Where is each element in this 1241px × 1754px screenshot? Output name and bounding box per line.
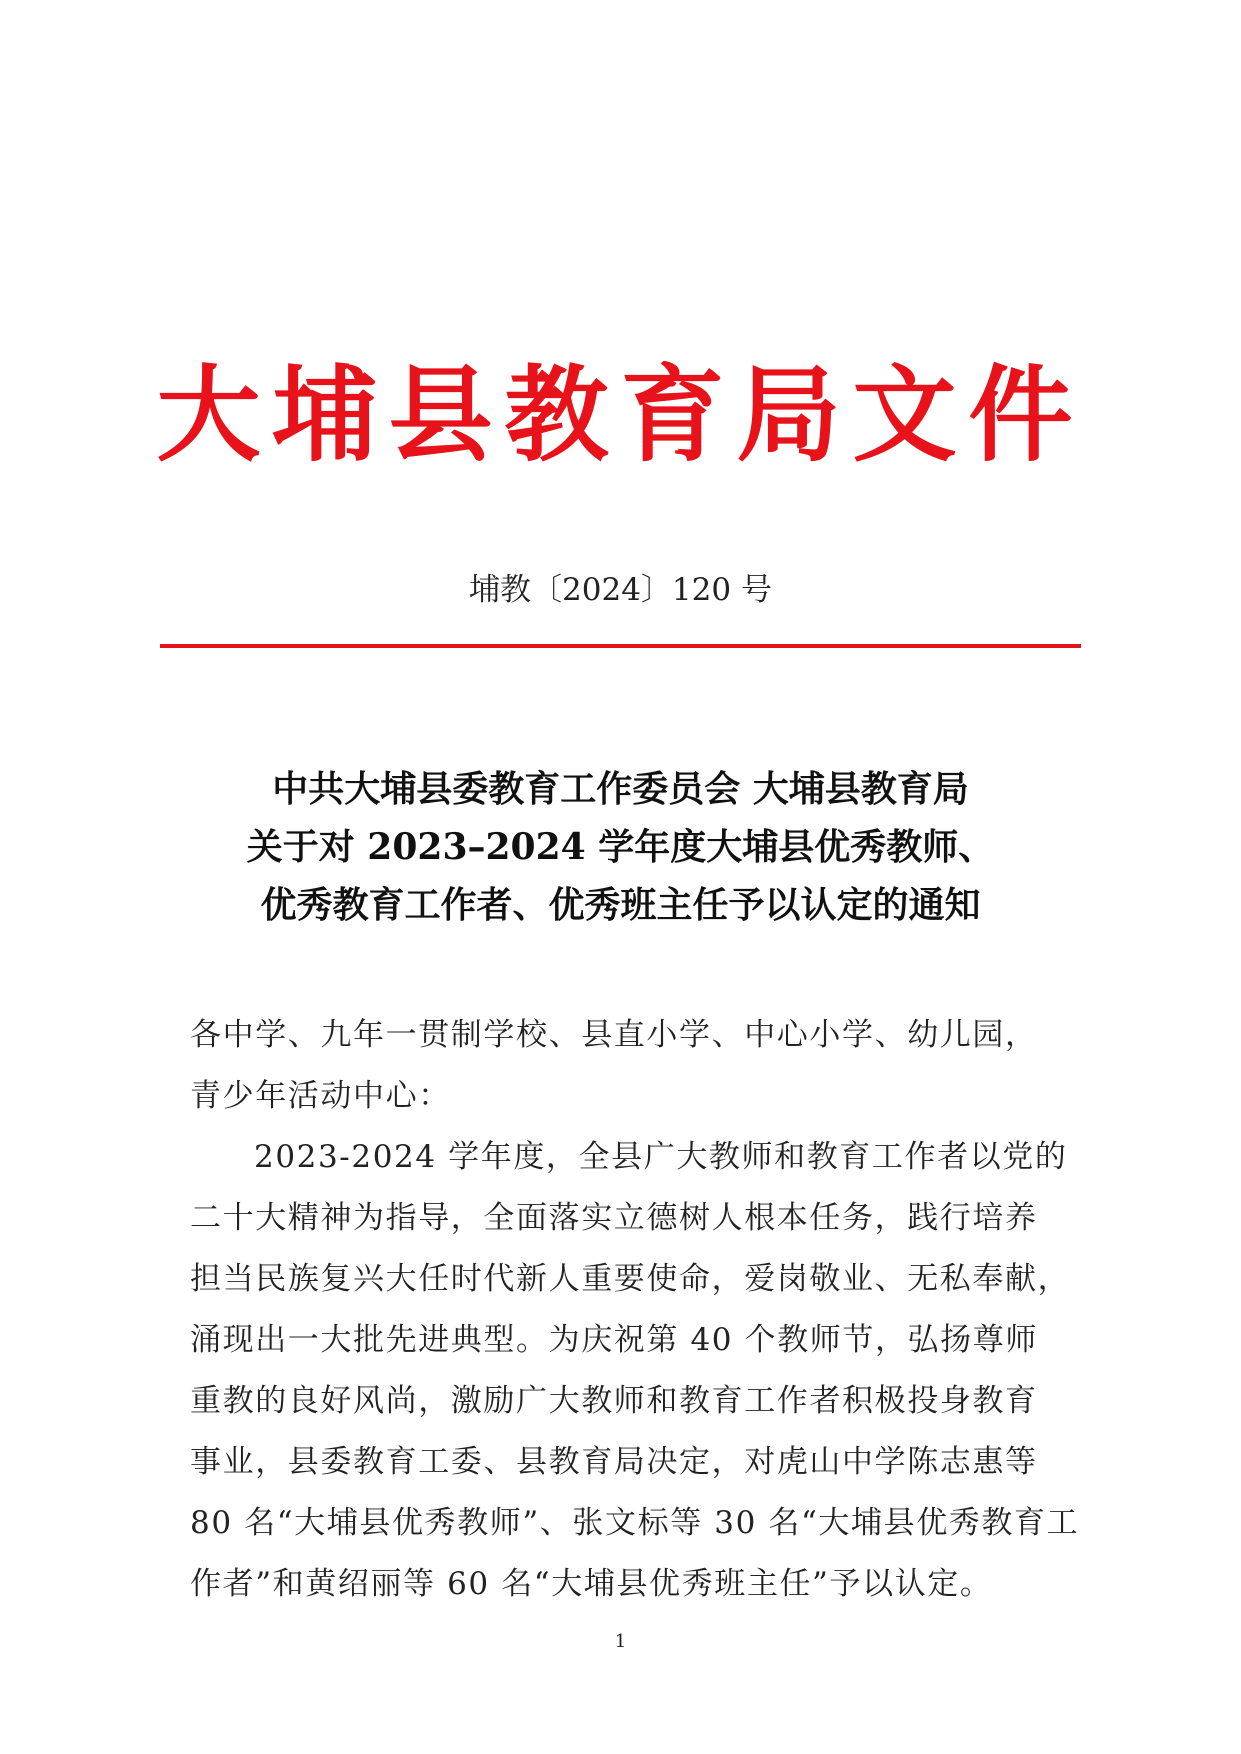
body-line: 80 名“大埔县优秀教师”、张文标等 30 名“大埔县优秀教育工: [190, 1505, 1080, 1541]
document-number: 埔教〔2024〕120 号: [469, 572, 772, 608]
body-line-recipients: 青少年活动中心：: [190, 1078, 451, 1114]
notice-body: [190, 1005, 1080, 1615]
body-line: 担当民族复兴大任时代新人重要使命，爱岗敬业、无私奉献，: [190, 1261, 1071, 1297]
body-line: 事业，县委教育工委、县教育局决定，对虎山中学陈志惠等: [190, 1444, 1038, 1480]
body-line: 重教的良好风尚，激励广大教师和教育工作者积极投身教育: [190, 1383, 1038, 1419]
body-line-recipients: 各中学、九年一贯制学校、县直小学、中心小学、幼儿园，: [190, 1017, 1038, 1053]
body-line: 涌现出一大批先进典型。为庆祝第 40 个教师节，弘扬尊师: [190, 1322, 1038, 1358]
notice-title-line: 优秀教育工作者、优秀班主任予以认定的通知: [260, 884, 981, 926]
notice-title: [180, 760, 1061, 934]
body-line: 作者”和黄绍丽等 60 名“大埔县优秀班主任”予以认定。: [190, 1566, 993, 1602]
body-line: 二十大精神为指导，全面落实立德树人根本任务，践行培养: [190, 1200, 1038, 1236]
document-header-title: 大埔县教育局文件: [156, 354, 1085, 476]
body-line: 2023-2024 学年度，全县广大教师和教育工作者以党的: [254, 1139, 1068, 1175]
red-divider-line: [160, 644, 1081, 648]
notice-title-line: 关于对 2023–2024 学年度大埔县优秀教师、: [246, 826, 995, 868]
notice-title-line: 中共大埔县委教育工作委员会 大埔县教育局: [272, 768, 969, 810]
page-number: 1: [614, 1631, 627, 1652]
